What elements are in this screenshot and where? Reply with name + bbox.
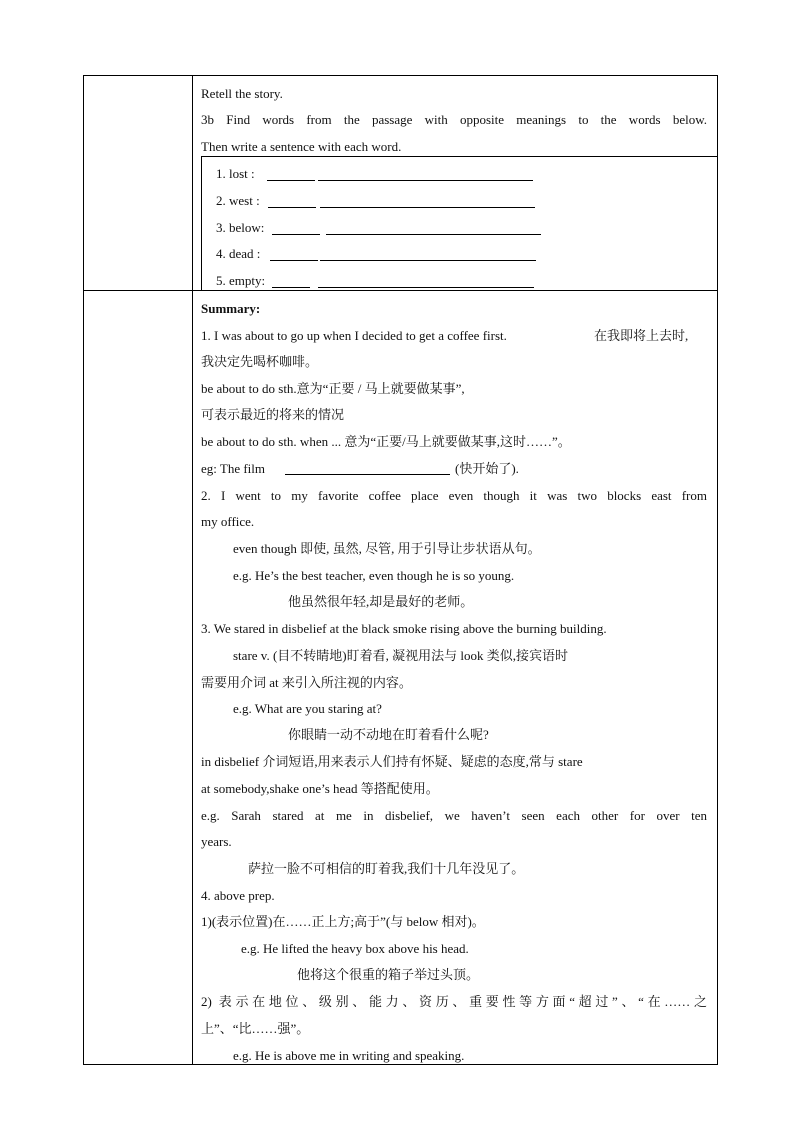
exercise-label: 2. west : <box>216 193 260 208</box>
summary-p4-2-line1: 2) 表示在地位、级别、能力、资历、重要性等方面“超过”、“在……之 <box>201 994 707 1009</box>
summary-p1-en: 1. I was about to go up when I decided to get a coffee first. <box>201 328 507 343</box>
sentence-blank <box>318 168 533 181</box>
exercise-item <box>216 220 264 236</box>
row-divider <box>83 290 718 291</box>
summary-p3-eg1-zh: 你眼睛一动不动地在盯着看什么呢? <box>288 727 489 742</box>
summary-heading: Summary: <box>201 301 261 316</box>
summary-p2-eg: e.g. He’s the best teacher, even though he is so young. <box>233 568 515 583</box>
exercise-item <box>216 166 255 182</box>
answer-blank <box>272 222 320 235</box>
sentence-blank <box>320 195 535 208</box>
summary-p1-note2: 可表示最近的将来的情况 <box>201 407 345 422</box>
summary-p1-note3: be about to do sth. when ... 意为“正要/马上就要做某事,这时……”。 <box>201 434 571 449</box>
summary-p1-eg <box>201 461 265 477</box>
summary-p1-note1: be about to do sth.意为“正要 / 马上就要做某事”, <box>201 381 465 396</box>
summary-p3-disbelief1: in disbelief 介词短语,用来表示人们持有怀疑、疑虑的态度,常与 stare <box>201 754 583 769</box>
exercise-item <box>216 193 260 209</box>
task-3b-line1: 3b Find words from the passage with opposite meanings to the words below. <box>201 112 707 127</box>
summary-p4-1-eg: e.g. He lifted the heavy box above his head. <box>241 941 469 956</box>
exercise-label: 1. lost : <box>216 166 255 181</box>
exercise-item <box>216 273 265 289</box>
fill-blank <box>285 462 450 475</box>
task-3b-line2: Then write a sentence with each word. <box>201 139 402 154</box>
summary-p1-line2: 我决定先喝杯咖啡。 <box>201 354 319 369</box>
answer-blank <box>267 168 315 181</box>
retell-instruction: Retell the story. <box>201 86 283 101</box>
exercise-label: 4. dead : <box>216 246 261 261</box>
eg-prefix: eg: The film <box>201 461 266 476</box>
summary-p2-line2: my office. <box>201 514 255 529</box>
summary-p3-stare2: 需要用介词 at 来引入所注视的内容。 <box>201 675 412 690</box>
exercise-item <box>216 246 260 262</box>
summary-p2-line1: 2. I went to my favorite coffee place even though it was two blocks east from <box>201 488 707 503</box>
summary-p3-eg1: e.g. What are you staring at? <box>233 701 382 716</box>
summary-p3-disbelief2: at somebody,shake one’s head 等搭配使用。 <box>201 781 439 796</box>
summary-p1-zh: 在我即将上去时, <box>594 328 689 343</box>
sentence-blank <box>320 248 536 261</box>
summary-p4-2-line2: 上”、“比……强”。 <box>201 1021 310 1036</box>
sentence-blank <box>318 275 534 288</box>
exercise-label: 5. empty: <box>216 273 266 288</box>
answer-blank <box>270 248 318 261</box>
answer-blank <box>272 275 310 288</box>
summary-p4-2-eg: e.g. He is above me in writing and speaking. <box>233 1048 465 1063</box>
answer-blank <box>268 195 316 208</box>
summary-p3-line1: 3. We stared in disbelief at the black smoke rising above the burning building. <box>201 621 607 636</box>
sentence-blank <box>326 222 541 235</box>
summary-p4-1: 1)(表示位置)在……正上方;高于”(与 below 相对)。 <box>201 914 485 929</box>
summary-p3-eg2-line1: e.g. Sarah stared at me in disbelief, we haven’t seen each other for over ten <box>201 808 707 823</box>
summary-p2-note: even though 即使, 虽然, 尽管, 用于引导让步状语从句。 <box>233 541 541 556</box>
exercise-label: 3. below: <box>216 220 265 235</box>
summary-p3-stare: stare v. (目不转睛地)盯着看, 凝视用法与 look 类似,接宾语时 <box>233 648 568 663</box>
summary-p3-eg2-line2: years. <box>201 834 232 849</box>
summary-p4-1-eg-zh: 他将这个很重的箱子举过头顶。 <box>297 967 480 982</box>
summary-p2-eg-zh: 他虽然很年轻,却是最好的老师。 <box>288 594 474 609</box>
summary-p4-title: 4. above prep. <box>201 888 275 903</box>
column-divider <box>192 75 193 1065</box>
summary-p3-eg2-zh: 萨拉一脸不可相信的盯着我,我们十几年没见了。 <box>248 861 525 876</box>
eg-suffix: (快开始了). <box>455 461 519 476</box>
